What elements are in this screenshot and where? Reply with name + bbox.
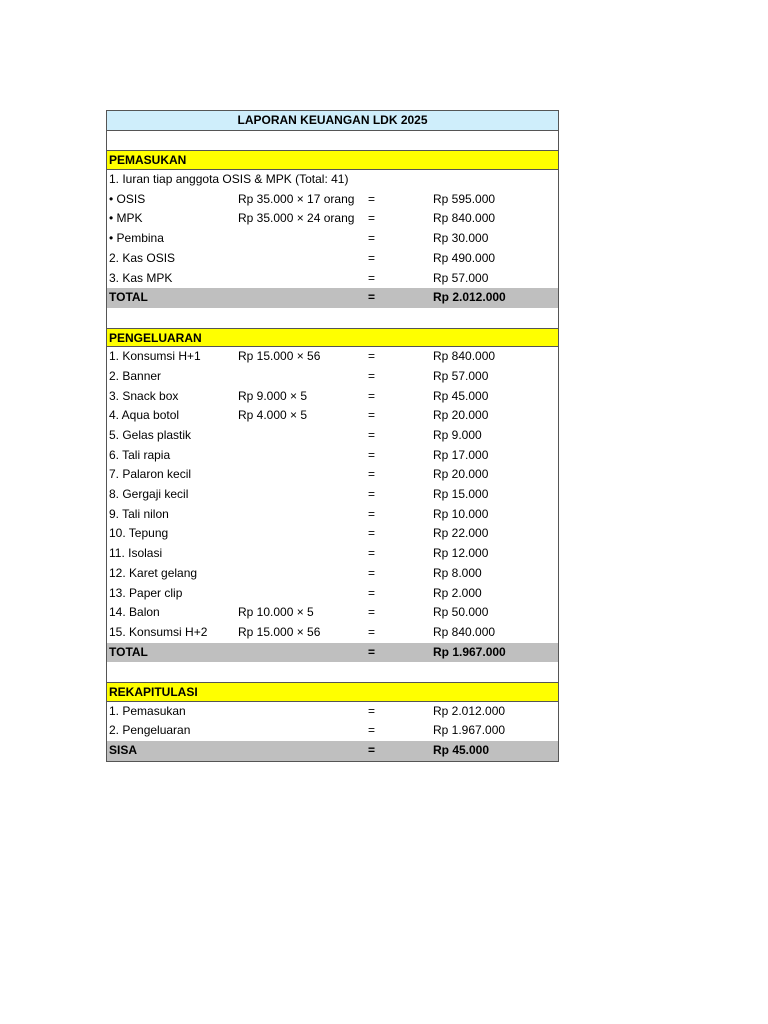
total-label: TOTAL bbox=[109, 644, 148, 659]
total-row-pemasukan bbox=[107, 288, 558, 308]
section-header-pemasukan bbox=[107, 150, 558, 170]
section-header-pengeluaran bbox=[107, 328, 558, 348]
row-amount: Rp 17.000 bbox=[433, 447, 489, 462]
row-label: 5. Gelas plastik bbox=[109, 428, 192, 442]
total-amount: Rp 45.000 bbox=[433, 743, 490, 757]
blank-row bbox=[107, 662, 558, 682]
equals-sign: = bbox=[368, 467, 376, 482]
equals-sign: = bbox=[368, 506, 376, 521]
row-label: 2. Kas OSIS bbox=[109, 250, 176, 265]
row-amount: Rp 15.000 bbox=[433, 487, 489, 502]
equals-sign: = bbox=[368, 526, 376, 541]
row-amount: Rp 1.967.000 bbox=[433, 723, 506, 738]
total-row-sisa bbox=[107, 741, 558, 761]
row-label: • Pembina bbox=[109, 231, 164, 246]
equals-sign: = bbox=[368, 487, 376, 502]
table-row bbox=[107, 209, 558, 229]
equals-sign: = bbox=[368, 723, 376, 738]
row-amount: Rp 45.000 bbox=[433, 388, 489, 403]
row-label: 11. Isolasi bbox=[109, 546, 163, 561]
row-label: 2. Pengeluaran bbox=[109, 723, 191, 738]
table-row bbox=[107, 269, 558, 289]
row-label: 12. Karet gelang bbox=[109, 565, 198, 580]
equals-sign: = bbox=[368, 743, 376, 757]
row-amount: Rp 50.000 bbox=[433, 605, 489, 620]
equals-sign: = bbox=[368, 270, 376, 285]
total-label: SISA bbox=[109, 743, 138, 757]
row-amount: Rp 490.000 bbox=[433, 250, 496, 265]
row-amount: Rp 8.000 bbox=[433, 565, 482, 580]
table-row bbox=[107, 623, 558, 643]
table-row bbox=[107, 367, 558, 387]
row-label: 10. Tepung bbox=[109, 526, 169, 541]
equals-sign: = bbox=[368, 428, 376, 442]
table-row bbox=[107, 721, 558, 741]
equals-sign: = bbox=[368, 231, 376, 246]
row-label: • MPK bbox=[109, 211, 143, 226]
row-label: 3. Snack box bbox=[109, 388, 179, 403]
total-label: TOTAL bbox=[109, 290, 148, 305]
row-calculation: Rp 15.000 × 56 bbox=[238, 349, 321, 364]
equals-sign: = bbox=[368, 408, 376, 423]
equals-sign: = bbox=[368, 565, 376, 580]
total-amount: Rp 1.967.000 bbox=[433, 644, 506, 659]
row-amount: Rp 840.000 bbox=[433, 349, 496, 364]
row-amount: Rp 840.000 bbox=[433, 211, 496, 226]
table-row bbox=[107, 170, 558, 190]
equals-sign: = bbox=[368, 211, 376, 226]
section-header-rekapitulasi bbox=[107, 682, 558, 702]
row-label: 3. Kas MPK bbox=[109, 270, 173, 285]
row-label: 7. Palaron kecil bbox=[109, 467, 192, 482]
row-amount: Rp 20.000 bbox=[433, 467, 489, 482]
row-label: 9. Tali nilon bbox=[109, 506, 169, 521]
row-label: 6. Tali rapia bbox=[109, 447, 171, 462]
table-row bbox=[107, 702, 558, 722]
equals-sign: = bbox=[368, 191, 376, 206]
section-title: PENGELUARAN bbox=[109, 330, 202, 345]
equals-sign: = bbox=[368, 250, 376, 265]
row-label: 4. Aqua botol bbox=[109, 408, 180, 423]
blank-row bbox=[107, 308, 558, 328]
equals-sign: = bbox=[368, 388, 376, 403]
row-amount: Rp 20.000 bbox=[433, 408, 489, 423]
section-title: REKAPITULASI bbox=[109, 684, 198, 699]
equals-sign: = bbox=[368, 447, 376, 462]
equals-sign: = bbox=[368, 605, 376, 620]
row-amount: Rp 840.000 bbox=[433, 624, 496, 639]
row-amount: Rp 2.000 bbox=[433, 585, 482, 600]
blank-row bbox=[107, 131, 558, 151]
row-label: 14. Balon bbox=[109, 605, 160, 620]
row-calculation: Rp 15.000 × 56 bbox=[238, 624, 321, 639]
report-title-row bbox=[107, 111, 558, 131]
row-label: 13. Paper clip bbox=[109, 585, 183, 600]
row-amount: Rp 10.000 bbox=[433, 506, 489, 521]
table-row bbox=[107, 465, 558, 485]
row-calculation: Rp 9.000 × 5 bbox=[238, 388, 308, 403]
equals-sign: = bbox=[368, 703, 376, 718]
row-calculation: Rp 35.000 × 17 orang bbox=[238, 191, 355, 206]
row-calculation: Rp 10.000 × 5 bbox=[238, 605, 314, 620]
equals-sign: = bbox=[368, 624, 376, 639]
row-label: 1. Konsumsi H+1 bbox=[109, 349, 201, 364]
row-label: 1. Pemasukan bbox=[109, 703, 186, 718]
row-label: • OSIS bbox=[109, 191, 146, 206]
report-title: LAPORAN KEUANGAN LDK 2025 bbox=[237, 113, 428, 127]
section-title: PEMASUKAN bbox=[109, 153, 187, 168]
table-row bbox=[107, 190, 558, 210]
row-label: 1. Iuran tiap anggota OSIS & MPK (Total: 41) bbox=[109, 172, 349, 187]
row-amount: Rp 9.000 bbox=[433, 428, 482, 442]
row-calculation: Rp 4.000 × 5 bbox=[238, 408, 308, 423]
table-row bbox=[107, 249, 558, 269]
equals-sign: = bbox=[368, 546, 376, 561]
table-row bbox=[107, 603, 558, 623]
equals-sign: = bbox=[368, 585, 376, 600]
equals-sign: = bbox=[368, 368, 376, 383]
table-row bbox=[107, 524, 558, 544]
total-row-pengeluaran bbox=[107, 643, 558, 663]
row-calculation: Rp 35.000 × 24 orang bbox=[238, 211, 355, 226]
equals-sign: = bbox=[368, 349, 376, 364]
row-amount: Rp 12.000 bbox=[433, 546, 489, 561]
table-row bbox=[107, 584, 558, 604]
table-row bbox=[107, 426, 558, 446]
table-row bbox=[107, 347, 558, 367]
row-amount: Rp 595.000 bbox=[433, 191, 496, 206]
row-amount: Rp 2.012.000 bbox=[433, 703, 506, 718]
row-amount: Rp 22.000 bbox=[433, 526, 489, 541]
row-label: 8. Gergaji kecil bbox=[109, 487, 189, 502]
table-row bbox=[107, 505, 558, 525]
row-label: 2. Banner bbox=[109, 368, 162, 383]
table-row bbox=[107, 387, 558, 407]
row-amount: Rp 57.000 bbox=[433, 270, 489, 285]
table-row bbox=[107, 406, 558, 426]
equals-sign: = bbox=[368, 290, 376, 305]
equals-sign: = bbox=[368, 644, 376, 659]
row-amount: Rp 57.000 bbox=[433, 368, 489, 383]
row-amount: Rp 30.000 bbox=[433, 231, 489, 246]
financial-report-table bbox=[106, 110, 559, 762]
table-row bbox=[107, 229, 558, 249]
total-amount: Rp 2.012.000 bbox=[433, 290, 506, 305]
table-row bbox=[107, 544, 558, 564]
table-row bbox=[107, 446, 558, 466]
table-row bbox=[107, 485, 558, 505]
table-row bbox=[107, 564, 558, 584]
row-label: 15. Konsumsi H+2 bbox=[109, 624, 208, 639]
